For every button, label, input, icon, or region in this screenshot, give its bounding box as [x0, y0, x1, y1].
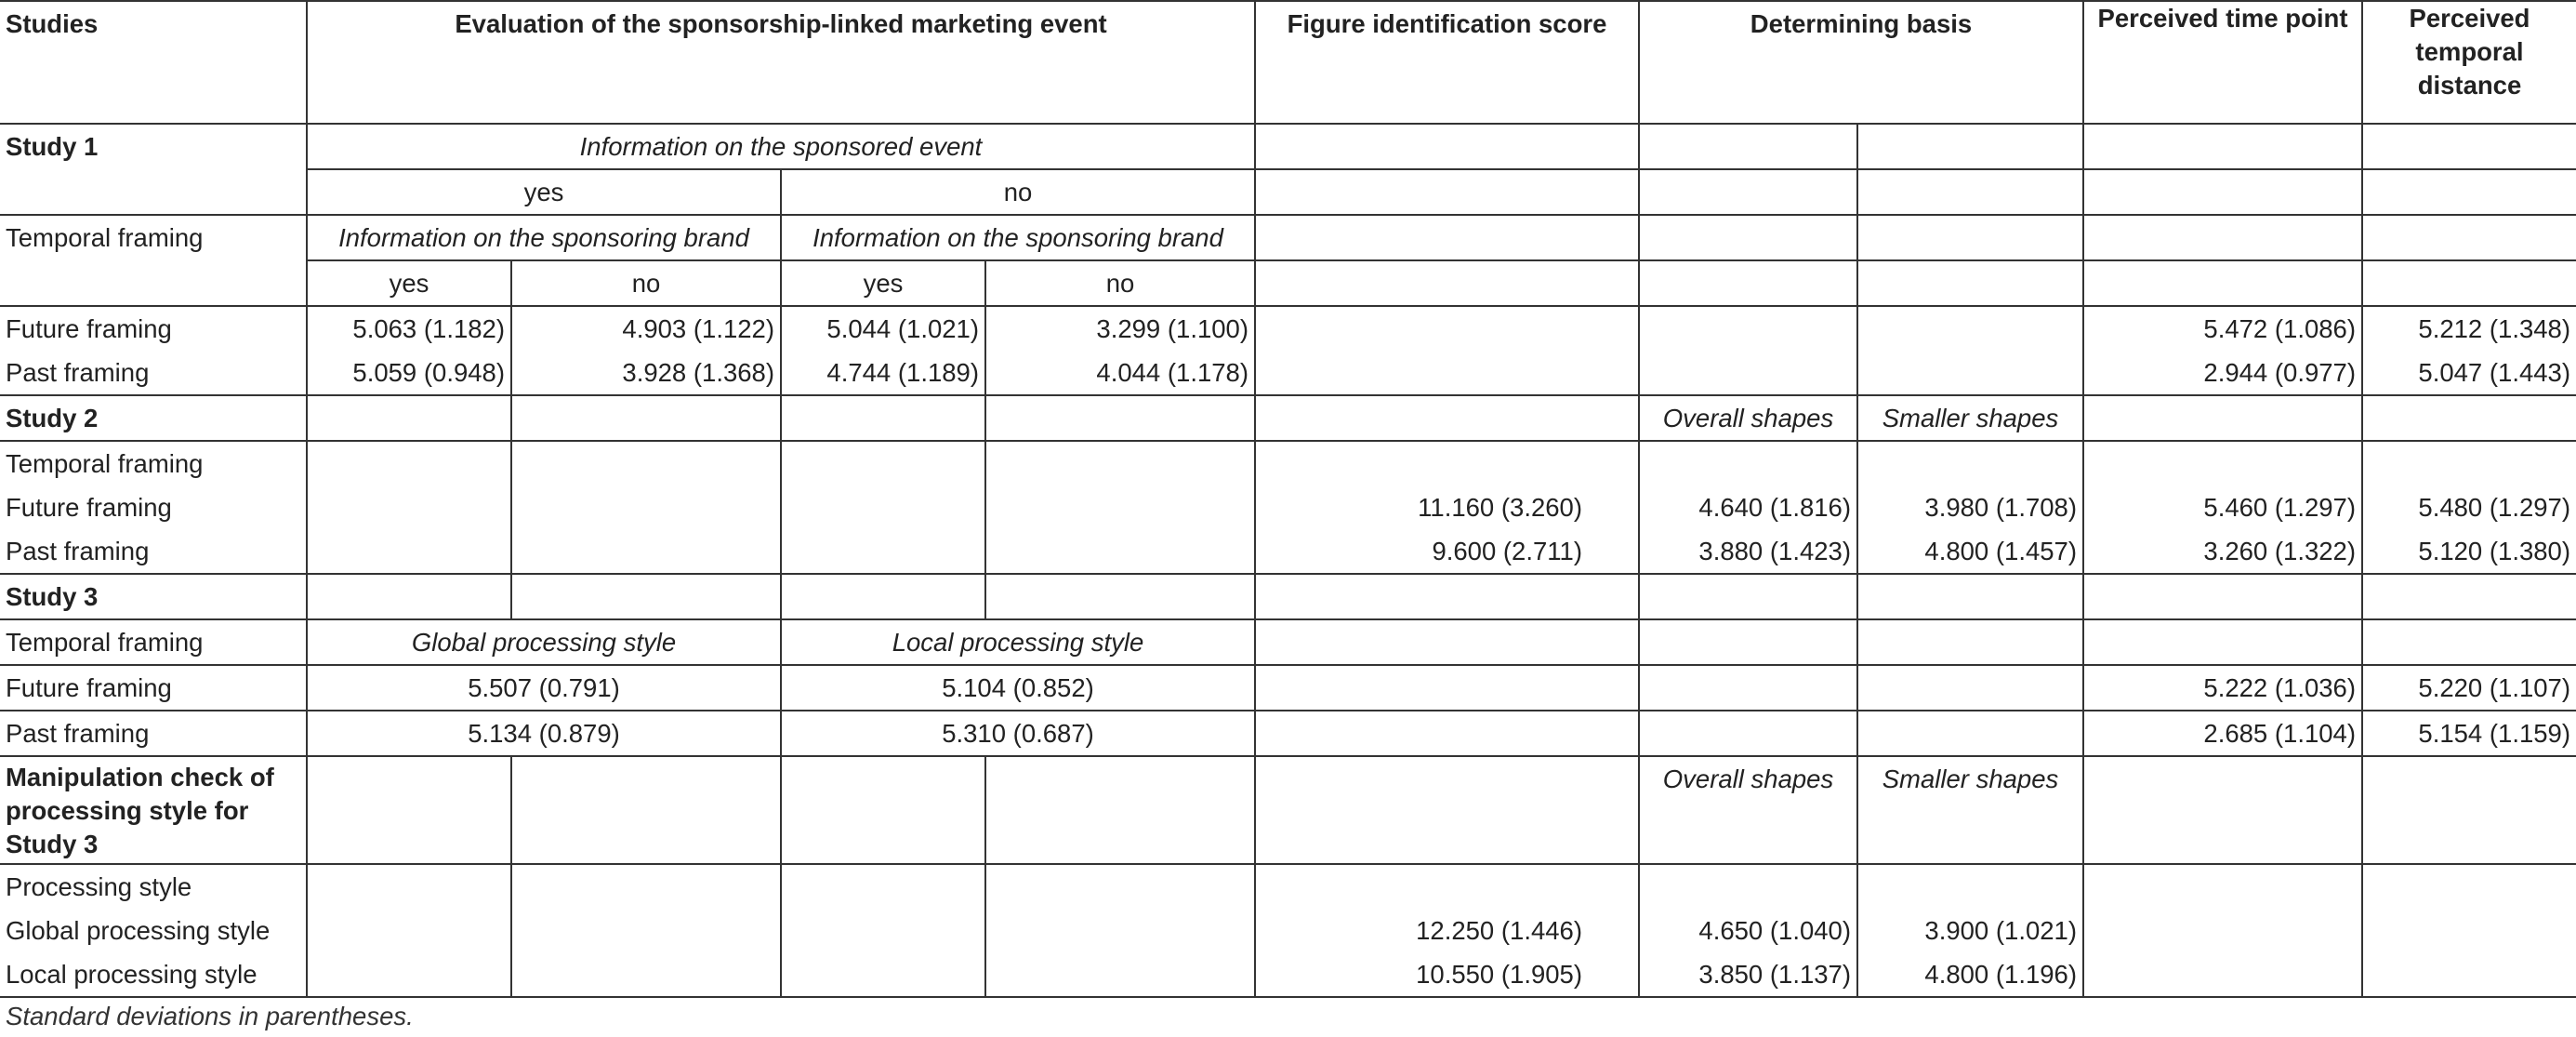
temporal-framing-label: Temporal framing: [0, 215, 307, 260]
smaller-shapes-header: Smaller shapes: [1857, 756, 2083, 864]
cell-value: 5.134 (0.879): [307, 711, 781, 756]
manipulation-check-label: Manipulation check of processing style for Study 3: [0, 756, 307, 864]
cell-value: 3.928 (1.368): [511, 351, 781, 395]
cell-value: 5.120 (1.380): [2362, 529, 2576, 574]
table-row: [0, 864, 2576, 909]
table-row: [0, 529, 2576, 574]
header-temporal-distance: Perceived temporal distance: [2362, 1, 2576, 124]
row-label: Past framing: [6, 358, 150, 387]
table-row: [0, 619, 2576, 665]
brand-yes: yes: [781, 260, 985, 306]
study1-label: Study 1: [6, 132, 99, 161]
table-row: [0, 124, 2576, 169]
brand-yes: yes: [307, 260, 511, 306]
cell-value: 3.299 (1.100): [985, 306, 1255, 351]
table-row: [0, 574, 2576, 619]
cell-value: 5.222 (1.036): [2083, 665, 2362, 711]
cell-value: 4.744 (1.189): [781, 351, 985, 395]
table-row: [0, 909, 2576, 952]
table-row: [0, 169, 2576, 215]
table-row: [0, 260, 2576, 306]
cell-value: 5.154 (1.159): [2362, 711, 2576, 756]
info-event-header: Information on the sponsored event: [307, 124, 1255, 169]
cell-value: 3.980 (1.708): [1857, 485, 2083, 529]
table-row: [0, 756, 2576, 864]
cell-value: 5.480 (1.297): [2362, 485, 2576, 529]
cell-value: 12.250 (1.446): [1255, 909, 1639, 952]
cell-value: 3.260 (1.322): [2083, 529, 2362, 574]
table-row: [0, 395, 2576, 441]
event-yes: yes: [307, 169, 781, 215]
brand-no: no: [985, 260, 1255, 306]
cell-value: 4.903 (1.122): [511, 306, 781, 351]
cell-value: 5.472 (1.086): [2083, 306, 2362, 351]
cell-value: 5.507 (0.791): [307, 665, 781, 711]
header-studies: Studies: [0, 1, 307, 124]
cell-value: 4.800 (1.196): [1857, 952, 2083, 997]
cell-value: 5.059 (0.948): [307, 351, 511, 395]
header-row: [0, 1, 2576, 124]
table-row: [0, 485, 2576, 529]
table-row: [0, 665, 2576, 711]
row-label: Past framing: [6, 537, 150, 565]
cell-value: 4.640 (1.816): [1639, 485, 1857, 529]
cell-value: 5.310 (0.687): [781, 711, 1255, 756]
overall-shapes-header: Overall shapes: [1639, 395, 1857, 441]
row-label: Past framing: [0, 711, 307, 756]
temporal-framing-label: Temporal framing: [0, 441, 307, 485]
cell-value: 3.850 (1.137): [1639, 952, 1857, 997]
cell-value: 5.220 (1.107): [2362, 665, 2576, 711]
info-brand-header: Information on the sponsoring brand: [781, 215, 1255, 260]
table-row: [0, 711, 2576, 756]
header-time-point: Perceived time point: [2083, 1, 2362, 124]
global-style-header: Global processing style: [307, 619, 781, 665]
row-label: Future framing: [0, 306, 307, 351]
cell-value: 5.104 (0.852): [781, 665, 1255, 711]
cell-value: 5.212 (1.348): [2362, 306, 2576, 351]
cell-value: 3.900 (1.021): [1857, 909, 2083, 952]
table-row: [0, 306, 2576, 351]
cell-value: 4.650 (1.040): [1639, 909, 1857, 952]
table-row: [0, 351, 2576, 395]
header-evaluation: Evaluation of the sponsorship-linked marketing event: [307, 1, 1255, 124]
cell-value: 10.550 (1.905): [1255, 952, 1639, 997]
header-figure-id: Figure identification score: [1255, 1, 1639, 124]
row-label: Local processing style: [0, 952, 307, 997]
row-label: Future framing: [0, 665, 307, 711]
smaller-shapes-header: Smaller shapes: [1857, 395, 2083, 441]
brand-no: no: [511, 260, 781, 306]
cell-value: 2.685 (1.104): [2083, 711, 2362, 756]
local-style-header: Local processing style: [781, 619, 1255, 665]
header-determining-basis: Determining basis: [1639, 1, 2083, 124]
cell-value: 11.160 (3.260): [1255, 485, 1639, 529]
cell-value: 5.063 (1.182): [307, 306, 511, 351]
study2-label: Study 2: [0, 395, 307, 441]
cell-value: 5.044 (1.021): [781, 306, 985, 351]
overall-shapes-header: Overall shapes: [1639, 756, 1857, 864]
cell-value: 4.800 (1.457): [1857, 529, 2083, 574]
table-row: [0, 441, 2576, 485]
row-label: Future framing: [6, 493, 172, 522]
cell-value: 3.880 (1.423): [1639, 529, 1857, 574]
row-label: Global processing style: [6, 916, 271, 945]
cell-value: 2.944 (0.977): [2083, 351, 2362, 395]
table-footnote: Standard deviations in parentheses.: [6, 1002, 414, 1030]
table-row: [0, 215, 2576, 260]
cell-value: 5.047 (1.443): [2362, 351, 2576, 395]
study3-label: Study 3: [0, 574, 307, 619]
cell-value: 4.044 (1.178): [985, 351, 1255, 395]
temporal-framing-label: Temporal framing: [0, 619, 307, 665]
cell-value: 9.600 (2.711): [1255, 529, 1639, 574]
table-row: [0, 952, 2576, 997]
cell-value: 5.460 (1.297): [2083, 485, 2362, 529]
processing-style-label: Processing style: [0, 864, 307, 909]
event-no: no: [781, 169, 1255, 215]
info-brand-header: Information on the sponsoring brand: [307, 215, 781, 260]
